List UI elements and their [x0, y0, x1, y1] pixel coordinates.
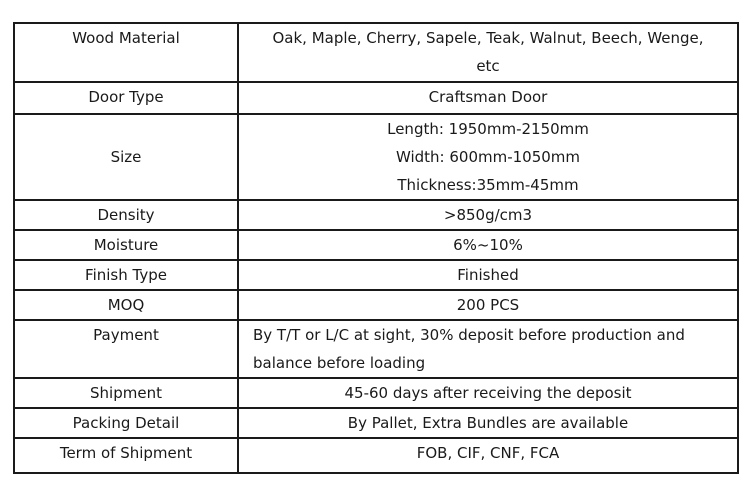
spec-label: Shipment	[14, 378, 238, 408]
spec-label: Packing Detail	[14, 408, 238, 438]
spec-value	[238, 82, 738, 114]
spec-value	[238, 290, 738, 320]
spec-label: MOQ	[14, 290, 238, 320]
spec-value	[238, 320, 738, 378]
table-row	[14, 200, 738, 230]
spec-value-line: Oak, Maple, Cherry, Sapele, Teak, Walnut, Beech, Wenge,	[272, 29, 704, 47]
spec-value	[238, 230, 738, 260]
spec-value	[238, 23, 738, 82]
product-spec-table	[13, 22, 739, 474]
spec-value-line: Craftsman Door	[428, 88, 548, 106]
spec-label: Moisture	[14, 230, 238, 260]
spec-value	[238, 114, 738, 200]
table-row	[14, 114, 738, 200]
spec-value-line: Length: 1950mm-2150mm	[387, 120, 589, 138]
spec-label: Term of Shipment	[14, 438, 238, 473]
spec-label: Wood Material	[14, 23, 238, 82]
spec-value	[238, 438, 738, 473]
spec-label: Door Type	[14, 82, 238, 114]
table-row	[14, 408, 738, 438]
spec-value-line: By T/T or L/C at sight, 30% deposit before production and	[253, 326, 685, 344]
spec-value-line: 6%~10%	[453, 236, 523, 254]
spec-value-line: balance before loading	[253, 354, 426, 372]
spec-value-line: FOB, CIF, CNF, FCA	[416, 444, 560, 462]
spec-value	[238, 408, 738, 438]
table-row	[14, 378, 738, 408]
table-row	[14, 82, 738, 114]
spec-value-line: etc	[476, 57, 500, 75]
spec-label: Density	[14, 200, 238, 230]
spec-value	[238, 378, 738, 408]
spec-value-line: Thickness:35mm-45mm	[397, 176, 579, 194]
table-row	[14, 290, 738, 320]
spec-label: Size	[14, 114, 238, 200]
table-row	[14, 230, 738, 260]
spec-value-line: 200 PCS	[456, 296, 520, 314]
spec-value	[238, 260, 738, 290]
spec-value-line: By Pallet, Extra Bundles are available	[347, 414, 629, 432]
spec-value-line: Finished	[457, 266, 519, 284]
spec-value-line: Width: 600mm-1050mm	[395, 148, 581, 166]
table-row	[14, 260, 738, 290]
spec-value-line: 45-60 days after receiving the deposit	[344, 384, 632, 402]
spec-value	[238, 200, 738, 230]
spec-value-line: >850g/cm3	[443, 206, 533, 224]
table-row	[14, 23, 738, 82]
spec-label: Payment	[14, 320, 238, 378]
spec-table-body	[14, 23, 738, 473]
table-row	[14, 320, 738, 378]
spec-label: Finish Type	[14, 260, 238, 290]
table-row	[14, 438, 738, 473]
